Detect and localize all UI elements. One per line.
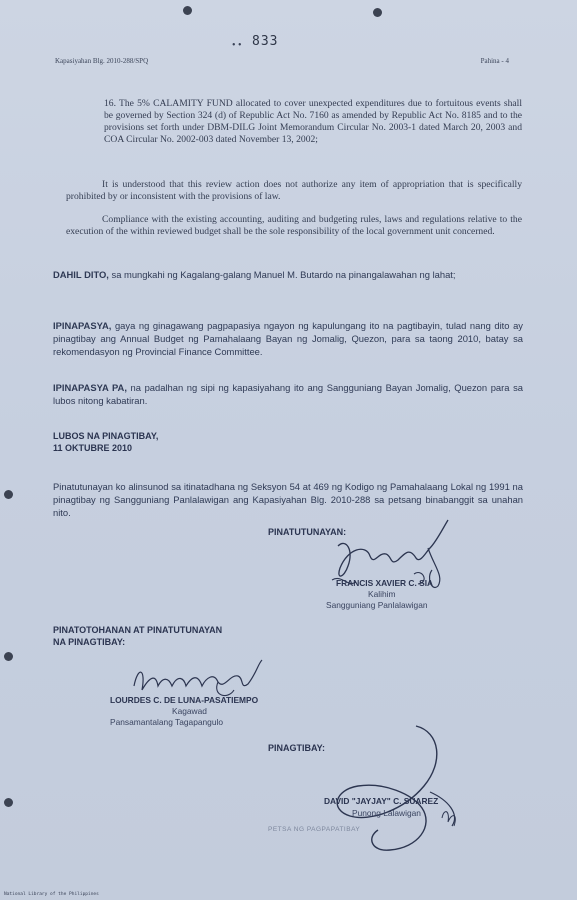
dahil-dito-lead: DAHIL DITO, bbox=[53, 269, 109, 280]
secretary-title: Kalihim bbox=[368, 589, 396, 599]
binder-hole bbox=[183, 6, 192, 15]
mayor-signature bbox=[320, 722, 480, 862]
approval-date-field: PETSA NG PAGPAPATIBAY bbox=[268, 826, 361, 833]
footer-archive-stamp: National Library of the Philippines bbox=[4, 892, 99, 897]
approved-label: PINAGTIBAY: bbox=[268, 743, 326, 753]
binder-hole bbox=[4, 652, 13, 661]
resolution-reference: Kapasiyahan Blg. 2010-288/SPQ bbox=[55, 57, 149, 65]
dahil-dito-text: sa mungkahi ng Kagalang-galang Manuel M. Butardo na pinangalawahan ng lahat; bbox=[108, 269, 456, 280]
presiding-officer-name: LOURDES C. DE LUNA-PASATIEMPO bbox=[110, 695, 259, 705]
binder-hole bbox=[4, 798, 13, 807]
compliance-paragraph: Compliance with the existing accounting, auditing and budgeting rules, laws and regulations relative to the execution of the within reviewed budget shall be the sole responsibility of the local government unit concerned. bbox=[66, 214, 522, 237]
dahil-dito-paragraph bbox=[53, 268, 523, 281]
certification-paragraph: Pinatutunayan ko alinsunod sa itinatadhana ng Seksyon 54 at 469 ng Kodigo ng Pamahalaang Lokal ng 1991 na pinagtibay ng Sangguniang Panlalawigan ang Kapasiyahan Blg. 2010-288 sa petsang binabanggit sa unahan nito. bbox=[53, 481, 523, 518]
secretary-name: FRANCIS XAVIER C. SIA bbox=[336, 578, 434, 588]
review-paragraph: It is understood that this review action does not authorize any item of appropriation that is specifically prohibited by or inconsistent with the provisions of law. bbox=[66, 179, 522, 202]
approval-date: 11 OKTUBRE 2010 bbox=[53, 443, 133, 453]
approval-heading: LUBOS NA PINAGTIBAY, bbox=[53, 431, 159, 441]
ipinapasya-lead: IPINAPASYA, bbox=[53, 320, 112, 331]
stamp-dots: • • bbox=[232, 40, 242, 51]
binder-hole bbox=[4, 490, 13, 499]
ipinapasya-text: gaya ng ginagawang pagpapasiya ngayon ng kapulungang ito na pagtibayin, tulad nang dito ay pinagtibay ang Annual Budget ng Pamahalaang Bayan ng Jomalig, Quezon, para sa taong 2010, batay sa rekomendasyon ng Provincial Finance Committee. bbox=[53, 320, 523, 357]
attested-label: PINATUTUNAYAN: bbox=[268, 527, 347, 537]
ipinapasya-pa-lead: IPINAPASYA PA, bbox=[53, 382, 127, 393]
mayor-title: Punong Lalawigan bbox=[352, 808, 421, 818]
certified-attested-label-line1: PINATOTOHANAN AT PINATUTUNAYAN bbox=[53, 625, 223, 635]
item-16-text: 16. The 5% CALAMITY FUND allocated to cover unexpected expenditures due to fortuitous events shall be governed by Section 324 (d) of Republic Act No. 7160 as amended by Republic Act No. 8185 and to the provisions set forth under DBM-DILG Joint Memorandum Circular No. 2003-1 dated March 20, 2003 and COA Circular No. 2002-003 dated November 13, 2002; bbox=[104, 98, 522, 145]
item-16 bbox=[104, 98, 522, 146]
page-number-stamp: 833 bbox=[252, 34, 279, 49]
presiding-officer-office: Pansamantalang Tagapangulo bbox=[110, 717, 223, 727]
ipinapasya-paragraph bbox=[53, 319, 523, 358]
ipinapasya-pa-paragraph bbox=[53, 381, 523, 407]
secretary-office: Sangguniang Panlalawigan bbox=[326, 600, 428, 610]
binder-hole bbox=[373, 8, 382, 17]
mayor-name: DAVID "JAYJAY" C. SUAREZ bbox=[324, 796, 439, 806]
ipinapasya-pa-text: na padalhan ng sipi ng kapasiyahang ito ang Sangguniang Bayan Jomalig, Quezon para sa lubos nitong kabatiran. bbox=[53, 382, 523, 406]
certified-attested-label-line2: NA PINAGTIBAY: bbox=[53, 637, 126, 647]
presiding-officer-title: Kagawad bbox=[172, 706, 207, 716]
page-label: Pahina - 4 bbox=[480, 57, 509, 65]
